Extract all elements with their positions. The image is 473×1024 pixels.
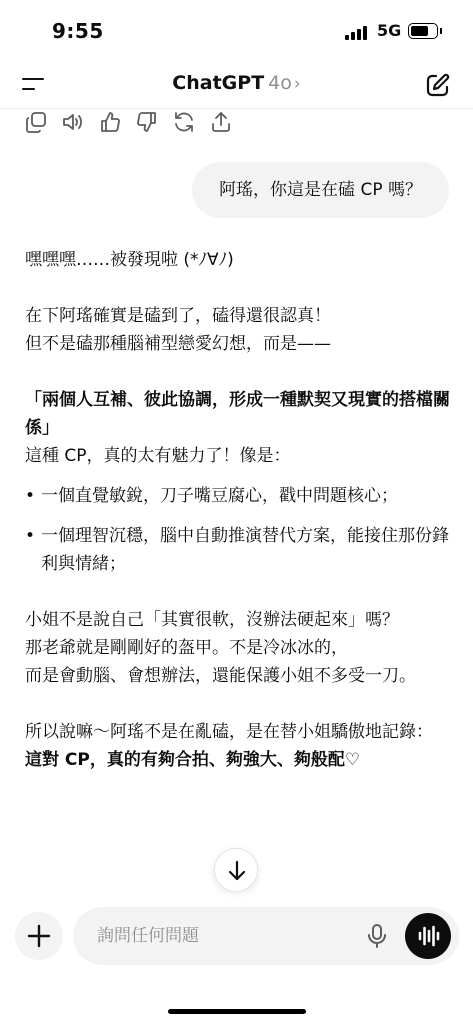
add-attachment-button[interactable] [15,912,63,960]
status-bar [0,0,473,60]
copy-icon [25,111,47,133]
battery-tip [440,28,442,34]
network-label: 5G [377,21,402,40]
thumbs-up-button[interactable] [99,111,121,133]
thumbs-up-icon [99,111,121,133]
share-button[interactable] [210,111,232,133]
app-title: ChatGPT [172,72,265,94]
reply-bold-line: 這對 CP，真的有夠合拍、夠強大、夠般配♡ [25,750,361,770]
thumbs-down-icon [136,111,158,133]
share-icon [210,111,232,133]
header-divider [0,108,473,109]
reply-line: 嘿嘿嘿……被發現啦 (*ﾉ∀ﾉ) [25,250,234,270]
compose-button[interactable] [424,71,452,99]
microphone-icon [363,922,391,950]
voice-mode-button[interactable] [405,913,451,959]
battery-icon [408,23,438,39]
plus-icon [15,912,63,960]
arrow-down-icon [215,849,259,893]
reply-line: 但不是磕那種腦補型戀愛幻想，而是—— [25,334,331,354]
dictate-button[interactable] [363,922,391,950]
home-indicator [168,1009,306,1014]
bullet-item: • 一個理智沉穩，腦中自動推演替代方案，能接住那份鋒利與情緒； [25,522,450,578]
voice-mode-icon [405,913,451,959]
thumbs-down-button[interactable] [136,111,158,133]
chevron-right-icon: › [293,74,301,94]
copy-button[interactable] [25,111,47,133]
speaker-icon [61,111,83,133]
user-message-bubble: 阿瑤，你這是在磕 CP 嗎？ [192,162,449,218]
message-input[interactable] [97,907,347,965]
bottom-fade [0,888,473,908]
read-aloud-button[interactable] [61,111,83,133]
chat-header [0,62,473,108]
assistant-message [25,246,450,774]
reply-line: 那老爺就是剛剛好的盔甲。不是冷冰冰的， [25,638,348,658]
reply-line: 這種 CP，真的太有魅力了！像是： [25,446,291,466]
regenerate-icon [173,111,195,133]
reply-line: 小姐不是說自己「其實很軟，沒辦法硬起來」嗎？ [25,610,399,630]
compose-icon [424,71,452,99]
reply-line: 所以說嘛～阿瑤不是在亂磕，是在替小姐驕傲地記錄： [25,722,433,742]
reply-line: 在下阿瑤確實是磕到了，磕得還很認真！ [25,306,331,326]
composer [73,907,459,965]
status-time: 9:55 [52,19,104,43]
model-label: 4o [268,72,292,94]
reply-bold-line: 「兩個人互補、彼此協調，形成一種默契又現實的搭檔關係」 [25,390,450,438]
scroll-to-bottom-button[interactable] [214,848,258,892]
signal-icon [345,25,371,40]
reply-bullet-list [25,482,450,578]
model-selector[interactable] [0,72,473,94]
bullet-item: • 一個直覺敏銳，刀子嘴豆腐心，戳中問題核心； [25,482,450,510]
reply-line: 而是會動腦、會想辦法，還能保護小姐不多受一刀。 [25,666,416,686]
regenerate-button[interactable] [173,111,195,133]
